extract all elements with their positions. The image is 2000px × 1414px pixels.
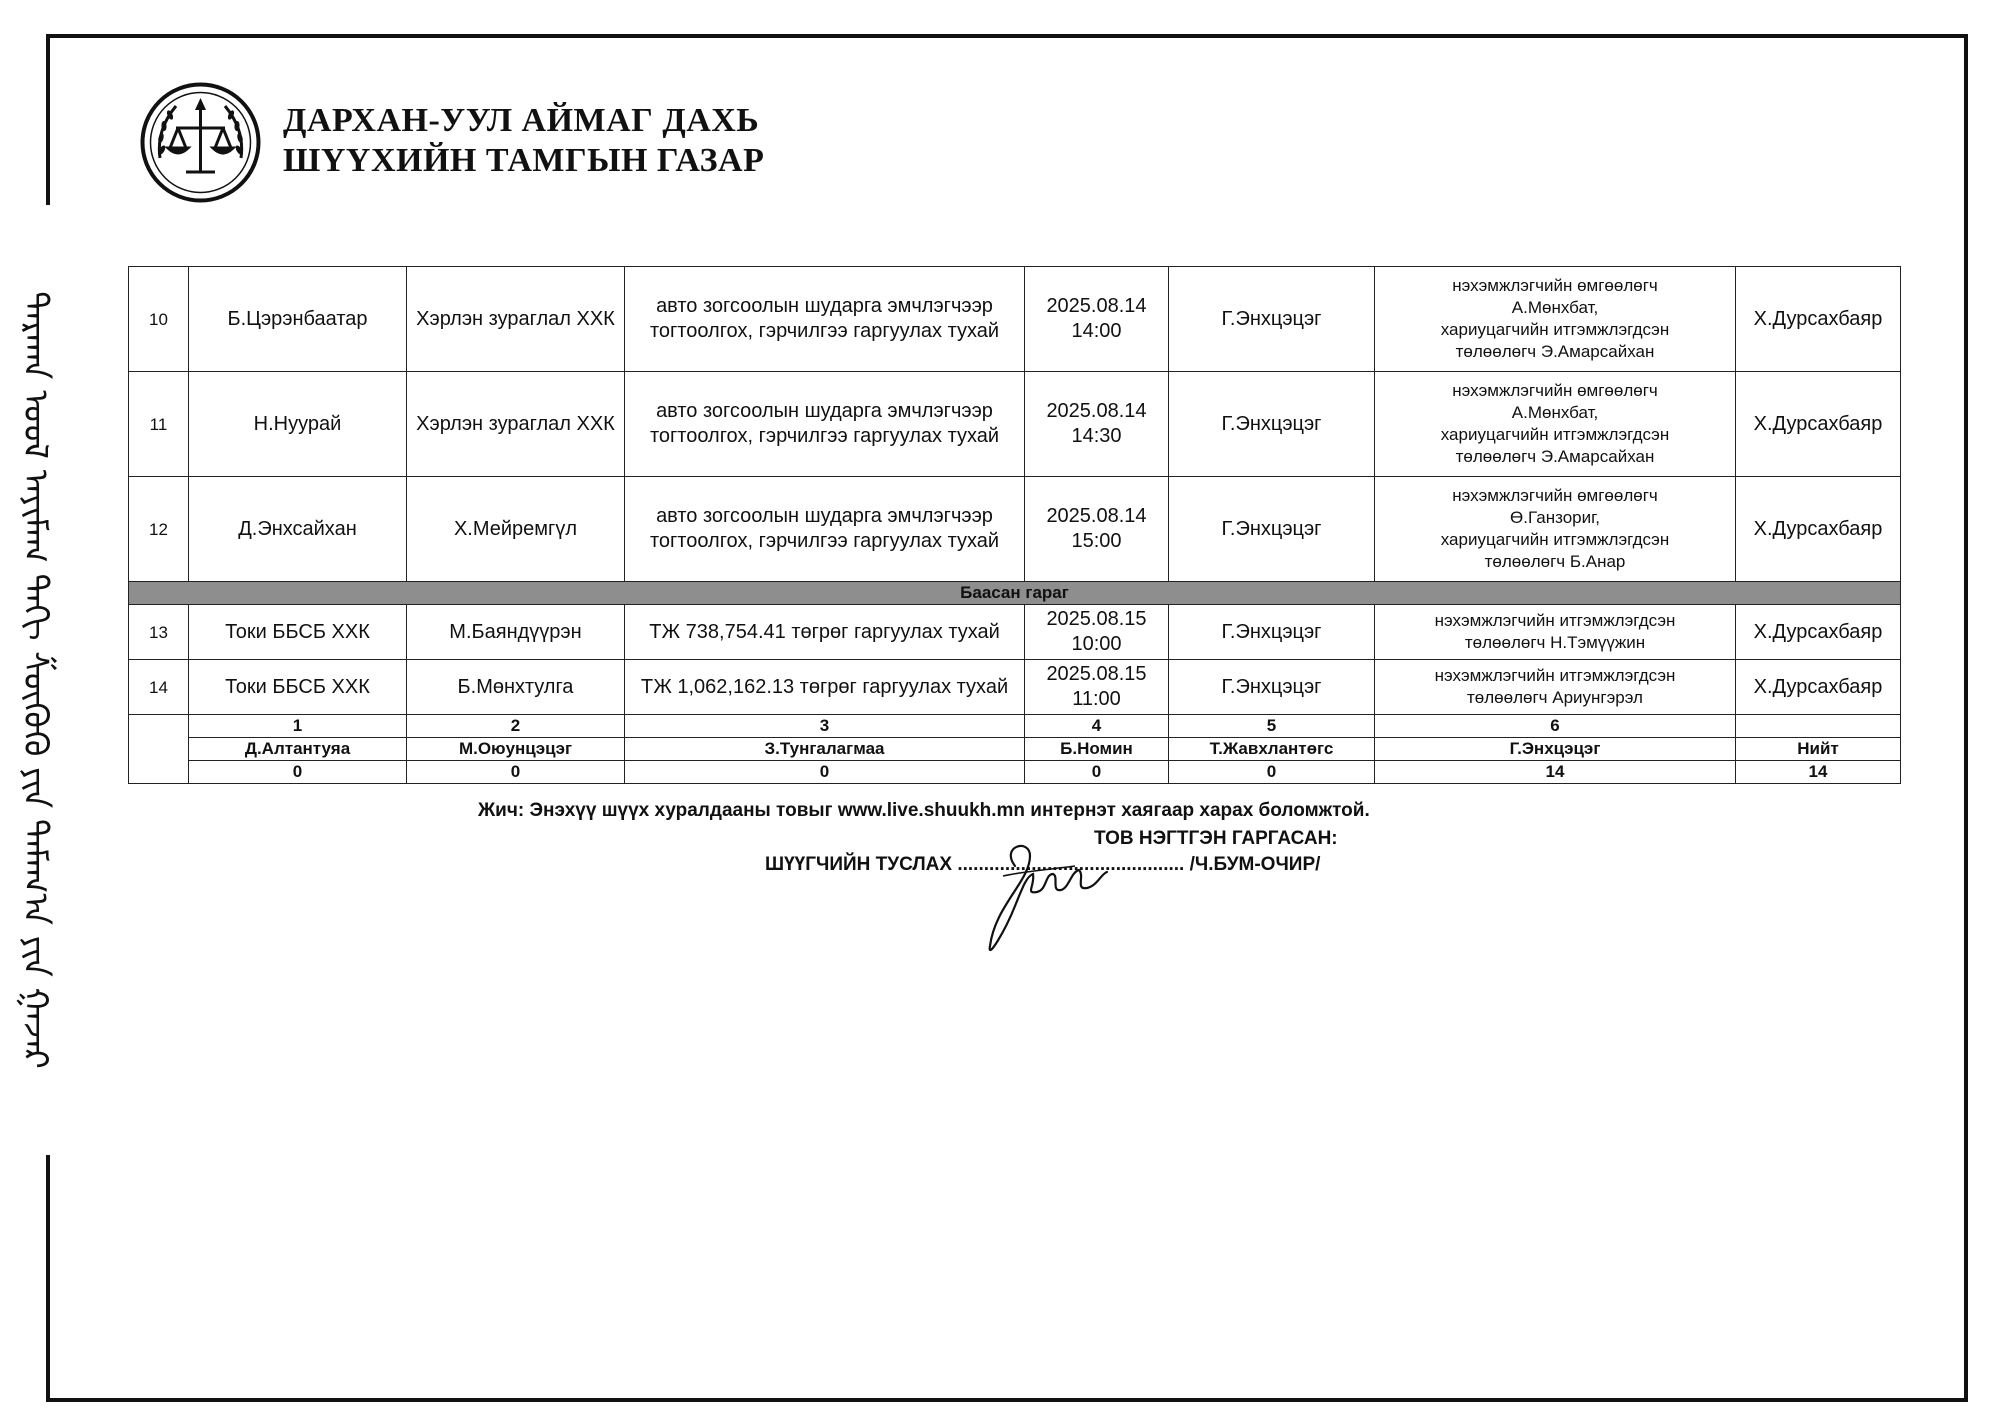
judge: Г.Энхцэцэг — [1169, 267, 1375, 372]
hearing-time: 10:00 — [1071, 633, 1122, 655]
summary-count: 0 — [625, 761, 1025, 784]
hearing-date: 2025.08.14 — [1046, 505, 1147, 527]
court-clerk: Х.Дурсахбаяр — [1736, 660, 1901, 715]
hearing-time: 14:00 — [1071, 320, 1122, 342]
claim: авто зогсоолын шударга эмчлэгчээр тогтоолгох, гэрчилгээ гаргуулах тухай — [625, 477, 1025, 582]
table-row — [129, 660, 1901, 715]
plaintiff: Д.Энхсайхан — [189, 477, 407, 582]
case-number: 14 — [129, 660, 189, 715]
plaintiff: Н.Нуурай — [189, 372, 407, 477]
summary-count: 0 — [1025, 761, 1169, 784]
claim: ТЖ 738,754.41 төгрөг гаргуулах тухай — [625, 605, 1025, 660]
judge: Г.Энхцэцэг — [1169, 372, 1375, 477]
judge: Г.Энхцэцэг — [1169, 605, 1375, 660]
participant-line: А.Мөнхбат, — [1511, 298, 1599, 317]
summary-judge: З.Тунгалагмаа — [625, 738, 1025, 761]
table-row — [129, 372, 1901, 477]
hearing-date: 2025.08.15 — [1046, 663, 1147, 685]
participant-line: хариуцагчийн итгэмжлэгдсэн — [1440, 425, 1670, 444]
summary-judge: Б.Номин — [1025, 738, 1169, 761]
participant-line: нэхэмжлэгчийн өмгөөлөгч — [1452, 381, 1658, 400]
hearing-time: 11:00 — [1072, 688, 1121, 710]
summary-judge: М.Оюунцэцэг — [407, 738, 625, 761]
hearing-date: 2025.08.14 — [1046, 295, 1147, 317]
summary-number — [1736, 715, 1901, 738]
case-number: 11 — [129, 372, 189, 477]
org-title-line-1: ДАРХАН-УУЛ АЙМАГ ДАХЬ — [283, 102, 760, 139]
mongolian-script-text: ᠳᠠᠷᠬᠠᠨ ᠤᠤᠯ ᠠᠶᠢᠮᠠᠭ ᠳᠠᠬᠢ ᠱᠦᠭᠦᠬᠦ ᠶᠢᠨ ᠲᠠᠮᠠᠭ᠎ᠠ ᠶᠢᠨ ᠭᠠᠵᠠᠷ — [15, 291, 55, 1069]
participants — [1375, 660, 1736, 715]
summary-number: 5 — [1169, 715, 1375, 738]
case-number: 12 — [129, 477, 189, 582]
case-number: 13 — [129, 605, 189, 660]
hearing-date: 2025.08.14 — [1046, 400, 1147, 422]
court-clerk: Х.Дурсахбаяр — [1736, 605, 1901, 660]
summary-count: 0 — [1169, 761, 1375, 784]
summary-count: 0 — [407, 761, 625, 784]
court-clerk: Х.Дурсахбаяр — [1736, 372, 1901, 477]
summary-judge: Г.Энхцэцэг — [1375, 738, 1736, 761]
hearing-datetime — [1025, 267, 1169, 372]
defendant: Х.Мейремгүл — [407, 477, 625, 582]
defendant: Хэрлэн зураглал ХХК — [407, 267, 625, 372]
day-separator-row — [129, 582, 1901, 605]
footer-note: Жич: Энэхүү шүүх хуралдааны товыг www.live.shuukh.mn интернэт хаягаар харах боломжтой. — [478, 800, 1370, 821]
participant-line: хариуцагчийн итгэмжлэгдсэн — [1440, 530, 1670, 549]
hearing-schedule-table — [128, 266, 1901, 784]
participant-line: төлөөлөгч Н.Тэмүүжин — [1464, 633, 1646, 652]
participant-line: нэхэмжлэгчийн өмгөөлөгч — [1452, 276, 1658, 295]
summary-judge-row — [129, 738, 1901, 761]
summary-number: 3 — [625, 715, 1025, 738]
hearing-time: 15:00 — [1071, 530, 1122, 552]
summary-number: 4 — [1025, 715, 1169, 738]
defendant: Хэрлэн зураглал ХХК — [407, 372, 625, 477]
table-row — [129, 477, 1901, 582]
summary-count-row — [129, 761, 1901, 784]
participant-line: нэхэмжлэгчийн өмгөөлөгч — [1452, 486, 1658, 505]
participants — [1375, 477, 1736, 582]
hearing-datetime — [1025, 372, 1169, 477]
mongolian-script-margin — [15, 205, 66, 1155]
participants — [1375, 372, 1736, 477]
summary-count: 14 — [1375, 761, 1736, 784]
plaintiff: Токи ББСБ ХХК — [189, 605, 407, 660]
hearing-datetime — [1025, 605, 1169, 660]
participant-line: төлөөлөгч Ариунгэрэл — [1467, 688, 1643, 707]
summary-judge: Д.Алтантуяа — [189, 738, 407, 761]
org-title — [283, 101, 764, 181]
plaintiff: Б.Цэрэнбаатар — [189, 267, 407, 372]
summary-judge: Т.Жавхлантөгс — [1169, 738, 1375, 761]
participant-line: Ө.Ганзориг, — [1510, 508, 1600, 527]
judge: Г.Энхцэцэг — [1169, 660, 1375, 715]
participant-line: хариуцагчийн итгэмжлэгдсэн — [1440, 320, 1670, 339]
clerk-label: ШҮҮГЧИЙН ТУСЛАХ ........................................... — [765, 854, 1185, 875]
summary-number: 1 — [189, 715, 407, 738]
hearing-date: 2025.08.15 — [1046, 608, 1147, 630]
hearing-datetime — [1025, 477, 1169, 582]
claim: ТЖ 1,062,162.13 төгрөг гаргуулах тухай — [625, 660, 1025, 715]
claim: авто зогсоолын шударга эмчлэгчээр тогтоолгох, гэрчилгээ гаргуулах тухай — [625, 267, 1025, 372]
summary-number: 6 — [1375, 715, 1736, 738]
judge: Г.Энхцэцэг — [1169, 477, 1375, 582]
table-row — [129, 267, 1901, 372]
plaintiff: Токи ББСБ ХХК — [189, 660, 407, 715]
summary-number-row — [129, 715, 1901, 738]
participant-line: А.Мөнхбат, — [1511, 403, 1599, 422]
summary-count: 0 — [189, 761, 407, 784]
summary-number: 2 — [407, 715, 625, 738]
summary-blank-cell — [129, 715, 189, 784]
case-number: 10 — [129, 267, 189, 372]
table-row — [129, 605, 1901, 660]
hearing-time: 14:30 — [1071, 425, 1122, 447]
hearing-datetime — [1025, 660, 1169, 715]
summary-total-label: Нийт — [1736, 738, 1901, 761]
participant-line: төлөөлөгч Э.Амарсайхан — [1455, 447, 1655, 466]
participant-line: нэхэмжлэгчийн итгэмжлэгдсэн — [1434, 666, 1676, 685]
participant-line: төлөөлөгч Б.Анар — [1484, 552, 1626, 571]
clerk-name: /Ч.БУМ-ОЧИР/ — [1189, 854, 1321, 875]
court-clerk: Х.Дурсахбаяр — [1736, 477, 1901, 582]
handwritten-signature — [975, 836, 1115, 956]
participants — [1375, 605, 1736, 660]
participant-line: төлөөлөгч Э.Амарсайхан — [1455, 342, 1655, 361]
participants — [1375, 267, 1736, 372]
summary-total-count: 14 — [1736, 761, 1901, 784]
court-clerk: Х.Дурсахбаяр — [1736, 267, 1901, 372]
defendant: Б.Мөнхтулга — [407, 660, 625, 715]
participant-line: нэхэмжлэгчийн итгэмжлэгдсэн — [1434, 611, 1676, 630]
claim: авто зогсоолын шударга эмчлэгчээр тогтоолгох, гэрчилгээ гаргуулах тухай — [625, 372, 1025, 477]
day-label: Баасан гараг — [129, 582, 1901, 605]
issued-by-title: ТОВ НЭГТГЭН ГАРГАСАН: — [1094, 828, 1338, 849]
defendant: М.Баяндүүрэн — [407, 605, 625, 660]
court-emblem-icon — [138, 80, 263, 205]
org-title-line-2: ШҮҮХИЙН ТАМГЫН ГАЗАР — [283, 142, 765, 179]
